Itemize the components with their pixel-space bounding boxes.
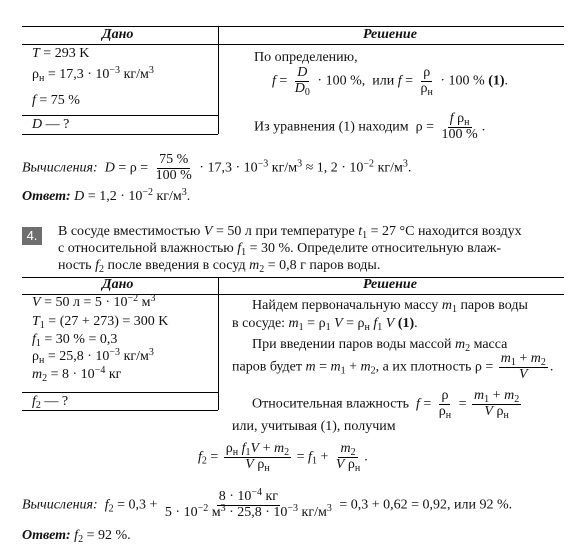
- solution-line2: Из уравнения (1) находим ρ = $\frac{f \rho_н}{100 \%}$ .: [254, 111, 486, 142]
- header-solution: Решение: [363, 27, 417, 42]
- answer1: Ответ: $D = 1,2 \cdot 10^{-2}$ $кг/м^3$.: [22, 187, 191, 204]
- calc-label: Вычисления:: [22, 160, 98, 176]
- solution-formula: f = $\frac{D}{D_0}$ · 100 %, или f = $\frac{\rho}{\rho_н}$ · 100 % (1).: [272, 65, 509, 98]
- header-given: Дано: [102, 277, 134, 292]
- solution-line: Относительная влажность f = $\frac{\rho}{\rho_н}$ = $\frac{m_1 + m_2}{V \rho_н}$: [252, 388, 520, 421]
- header-solution: Решение: [363, 277, 417, 292]
- answer-label: Ответ:: [22, 528, 71, 543]
- problem-text-line: В сосуде вместимостью V = 50 л при температуре $t_1 = 27$ °C находится воздух: [58, 224, 522, 241]
- find-line: D — ?: [32, 117, 70, 132]
- problem-text-line: с относительной влажностью $f_1 = 30$ %. Определите относительную влаж-: [58, 241, 502, 258]
- given-line: T = 293 K: [32, 46, 90, 61]
- solution-line: При введении паров воды массой $m_2$ масса: [252, 337, 508, 354]
- solution-line: в сосуде: $m_1 = \rho_1$ $V = \rho_н$ $f_1$ V (1).: [232, 316, 418, 333]
- problem-text-line: ность $f_2$ после введения в сосуд $m_2 = 0,8$ г паров воды.: [58, 258, 381, 275]
- column-divider: [218, 277, 219, 410]
- rule: [22, 134, 218, 135]
- solution-line: или, учитывая (1), получим: [232, 419, 396, 434]
- solution-intro: По определению,: [254, 50, 358, 65]
- given-line: f = 75 %: [32, 93, 80, 108]
- given-line: $f_1 = 30$ % = 0,3: [32, 332, 118, 349]
- formula-f2: $f_2$ = $\frac{\rho_н f_1V + m_2}{V \rho_н}$ = $f_1$ + $\frac{m_2}{V \rho_н}$ .: [198, 441, 368, 474]
- problem-number: 4.: [22, 227, 42, 245]
- rule: [22, 392, 218, 393]
- rule: [22, 410, 218, 411]
- given-line: $m_2 = 8 \cdot 10^{-4}$ кг: [32, 365, 122, 384]
- rule: [22, 44, 564, 45]
- solution-line: паров будет $m = m_1 + m_2$, а их плотность ρ = $\frac{m_1 + m_2}{V}$ .: [232, 351, 554, 382]
- header-given: Дано: [102, 27, 134, 42]
- solution-line: Найдем первоначальную массу $m_1$ паров воды: [252, 298, 528, 315]
- calc2: Вычисления: $f_2 = 0,3$ + $\frac{8 \cdot 10^{-4} кг}{5 \cdot 10^{-2} м^3 \cdot 25,8 \cdot 10^{-3} кг/м^3}$ = 0,3 + 0,62 = 0,92, или 92 %.: [22, 487, 513, 520]
- given-line: V = 50 $л = 5 \cdot 10^{-2}$ $м^3$: [32, 293, 156, 310]
- answer2: Ответ: $f_2 = 92$ %.: [22, 528, 131, 545]
- answer-label: Ответ:: [22, 189, 71, 204]
- rule: [22, 115, 218, 116]
- given-line: $\rho_н = 17,3 \cdot 10^{-3}$ $кг/м^3$: [32, 65, 154, 84]
- given-line: $\rho_н = 25,8 \cdot 10^{-3}$ $кг/м^3$: [32, 347, 154, 366]
- calc1: Вычисления: D = ρ = $\frac{75 \%}{100 \%}$ · $17,3 \cdot 10^{-3}$ $кг/м^3 \approx 1$, $2 \cdot 10^{-2}$ $кг/м^3$.: [22, 152, 412, 183]
- column-divider: [218, 26, 219, 134]
- calc-label: Вычисления:: [22, 497, 98, 513]
- find-line: $f_2$ — ?: [32, 394, 69, 411]
- given-line: $T_1 = (27 + 273) = 300$ K: [32, 314, 169, 331]
